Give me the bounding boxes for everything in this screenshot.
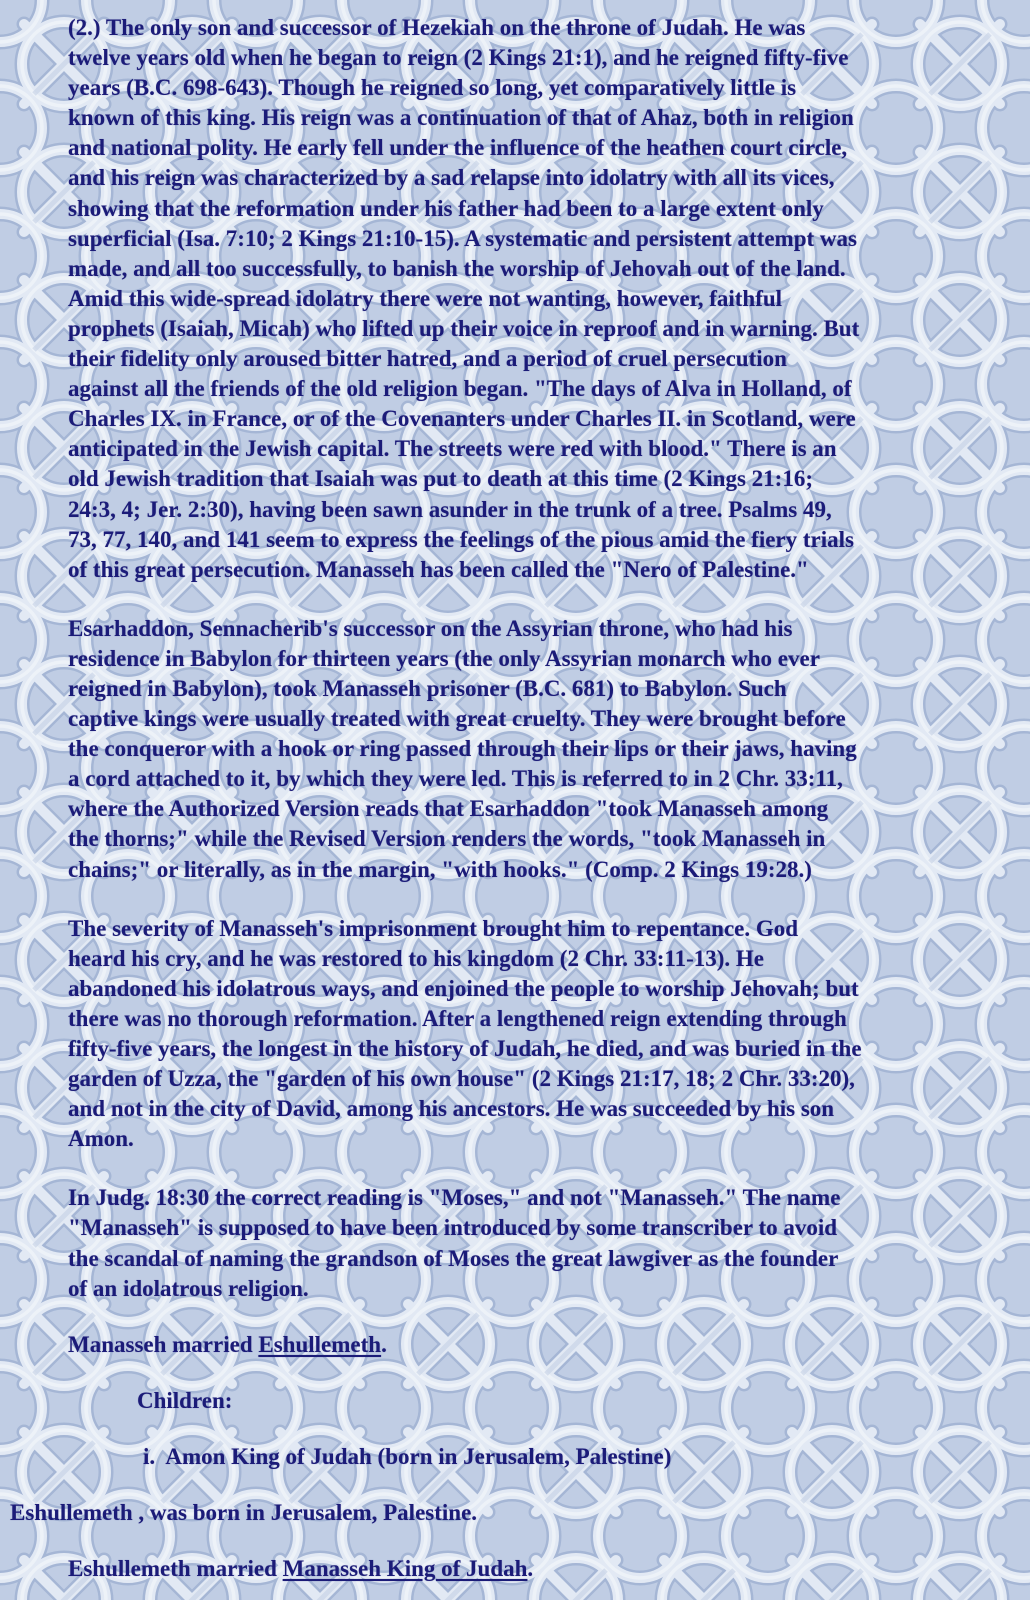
text-segment: Manasseh married (68, 1331, 259, 1357)
text-line: Esarhaddon, Sennacherib's successor on the Assyrian throne, who had his (68, 615, 793, 641)
text-line: garden of Uzza, the "garden of his own house" (2 Kings 21:17, 18; 2 Chr. 33:20), (68, 1066, 855, 1092)
text-line: known of this king. His reign was a continuation of that of Ahaz, both in religion (68, 105, 854, 131)
eshullemeth-link[interactable]: Eshullemeth (258, 1331, 382, 1357)
manasseh-married-line (68, 1330, 974, 1360)
text-line: anticipated in the Jewish capital. The streets were red with blood." There is an (68, 436, 837, 462)
text-line: abandoned his idolatrous ways, and enjoined the people to worship Jehovah; but (68, 975, 859, 1001)
child-item-amon (143, 1442, 974, 1472)
text-line: and national polity. He early fell under the influence of the heathen court circle, (68, 135, 848, 161)
text-line: "Manasseh" is supposed to have been introduced by some transcriber to avoid (68, 1215, 838, 1241)
text-line: their fidelity only aroused bitter hatred, and a period of cruel persecution (68, 346, 787, 372)
text-line: there was no thorough reformation. After a lengthened reign extending through (68, 1005, 847, 1031)
text-line: where the Authorized Version reads that Esarhaddon "took Manasseh among (68, 796, 829, 822)
text-line: against all the friends of the old religion began. "The days of Alva in Holland, of (68, 376, 852, 402)
text-line: fifty-five years, the longest in the history of Judah, he died, and was buried in the (68, 1036, 862, 1061)
text-line: Charles IX. in France, or of the Covenanters under Charles II. in Scotland, were (68, 406, 856, 432)
text-line: old Jewish tradition that Isaiah was put to death at this time (2 Kings 21:16; (68, 466, 813, 492)
paragraph-esarhaddon (68, 614, 974, 885)
text-line: (2.) The only son and successor of Hezekiah on the throne of Judah. He was (68, 15, 806, 40)
text-line: and his reign was characterized by a sad relapse into idolatry with all its vices, (68, 165, 835, 191)
text-line: prophets (Isaiah, Micah) who lifted up their voice in reproof and in warning. But (68, 315, 860, 341)
text-line: Amon. (68, 1126, 134, 1152)
text-line: reigned in Babylon), took Manasseh prisoner (B.C. 681) to Babylon. Such (68, 675, 787, 701)
text-line: made, and all too successfully, to banish the worship of Jehovah out of the land. (68, 255, 846, 281)
text-line: the thorns;" while the Revised Version renders the words, "took Manasseh in (68, 826, 826, 852)
text-line: superficial (Isa. 7:10; 2 Kings 21:10-15). A systematic and persistent attempt was (68, 225, 857, 251)
text-line: showing that the reformation under his father had been to a large extent only (68, 195, 824, 221)
text-line: of an idolatrous religion. (68, 1275, 309, 1301)
text-line: of this great persecution. Manasseh has been called the "Nero of Palestine." (68, 556, 809, 582)
text-line: chains;" or literally, as in the margin, "with hooks." (Comp. 2 Kings 19:28.) (68, 856, 812, 882)
eshullemeth-born-line (10, 1498, 974, 1528)
paragraph-judges-reading (68, 1183, 974, 1303)
text-line: i. Amon King of Judah (born in Jerusalem, Palestine) (143, 1443, 672, 1469)
paragraph-manasseh-reign (68, 13, 974, 585)
text-line: 73, 77, 140, and 141 seem to express the feelings of the pious amid the fiery trials (68, 526, 854, 552)
text-line: 24:3, 4; Jer. 2:30), having been sawn asunder in the trunk of a tree. Psalms 49, (68, 496, 832, 522)
text-line: and not in the city of David, among his ancestors. He was succeeded by his son (68, 1096, 835, 1122)
text-line: In Judg. 18:30 the correct reading is "Moses," and not "Manasseh." The name (68, 1185, 841, 1211)
text-line (68, 1330, 974, 1360)
text-line (68, 1554, 974, 1584)
paragraph-repentance (68, 914, 974, 1155)
text-line: Eshullemeth , was born in Jerusalem, Palestine. (10, 1500, 478, 1526)
text-line: twelve years old when he began to reign (2 Kings 21:1), and he reigned fifty-five (68, 45, 849, 71)
text-line: heard his cry, and he was restored to his kingdom (2 Chr. 33:11-13). He (68, 945, 765, 971)
children-heading (137, 1386, 974, 1416)
text-segment: Eshullemeth married (68, 1556, 283, 1582)
text-line: residence in Babylon for thirteen years (the only Assyrian monarch who ever (68, 645, 820, 671)
eshullemeth-married-line (68, 1554, 974, 1584)
text-segment: . (527, 1556, 534, 1582)
text-segment: . (381, 1331, 387, 1357)
text-line: the scandal of naming the grandson of Moses the great lawgiver as the founder (68, 1245, 839, 1271)
text-line: Amid this wide-spread idolatry there were not wanting, however, faithful (68, 285, 783, 311)
text-line: a cord attached to it, by which they were led. This is referred to in 2 Chr. 33:11, (68, 766, 843, 792)
text-line: the conqueror with a hook or ring passed through their lips or their jaws, having (68, 736, 857, 762)
text-line: years (B.C. 698-643). Though he reigned so long, yet comparatively little is (68, 75, 797, 101)
manasseh-king-of-judah-link[interactable]: Manasseh King of Judah (282, 1556, 528, 1582)
text-line: captive kings were usually treated with great cruelty. They were brought before (68, 706, 846, 732)
text-line: The severity of Manasseh's imprisonment brought him to repentance. God (68, 915, 799, 941)
text-line: Children: (137, 1387, 233, 1413)
